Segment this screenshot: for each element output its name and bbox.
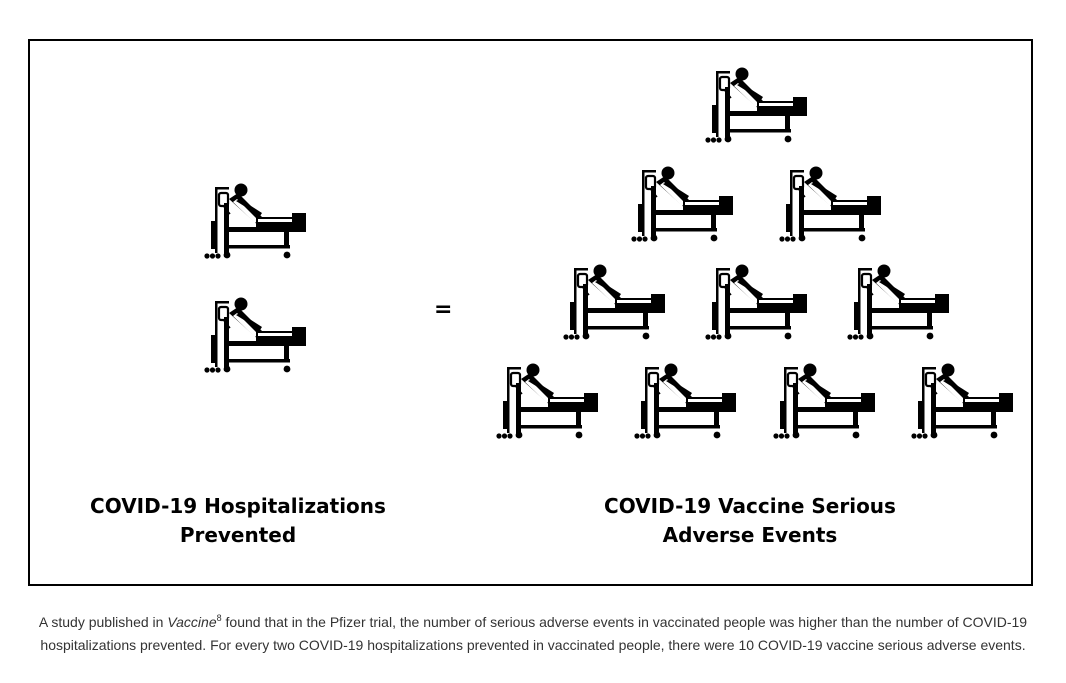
label-line: Adverse Events: [662, 523, 838, 547]
caption-text: A study published in: [38, 614, 168, 630]
citation-number[interactable]: 8: [216, 613, 222, 623]
equals-sign: =: [434, 297, 453, 322]
hospital-bed-patient-icon: [843, 262, 949, 356]
hospital-bed-patient-icon: [775, 164, 881, 258]
hospital-bed-patient-icon: [559, 262, 665, 356]
hospital-bed-patient-icon: [701, 262, 807, 356]
hospital-bed-patient-icon: [907, 361, 1013, 455]
label-line: COVID-19 Hospitalizations: [90, 494, 386, 518]
caption-text: found that in the Pfizer trial, the number of serious adverse events in vaccinated people was higher than the number of COVID-19: [221, 614, 1028, 630]
hospital-bed-patient-icon: [200, 181, 306, 275]
hospital-bed-patient-icon: [200, 295, 306, 389]
hospital-bed-patient-icon: [630, 361, 736, 455]
hospital-bed-patient-icon: [701, 65, 807, 159]
caption-line-1: [10, 611, 1056, 634]
figure-caption: [10, 611, 1056, 657]
vaccine-adverse-events-label: [580, 492, 920, 550]
label-line: Prevented: [179, 523, 297, 547]
hospital-bed-patient-icon: [769, 361, 875, 455]
journal-name: Vaccine: [167, 614, 217, 630]
hospitalizations-prevented-label: [68, 492, 408, 550]
label-line: COVID-19 Vaccine Serious: [604, 494, 896, 518]
hospital-bed-patient-icon: [492, 361, 598, 455]
hospital-bed-patient-icon: [627, 164, 733, 258]
caption-line-2: hospitalizations prevented. For every two COVID-19 hospitalizations prevented in vaccinated people, there were 10 COVID-19 vaccine serious adverse events.: [40, 637, 1026, 653]
